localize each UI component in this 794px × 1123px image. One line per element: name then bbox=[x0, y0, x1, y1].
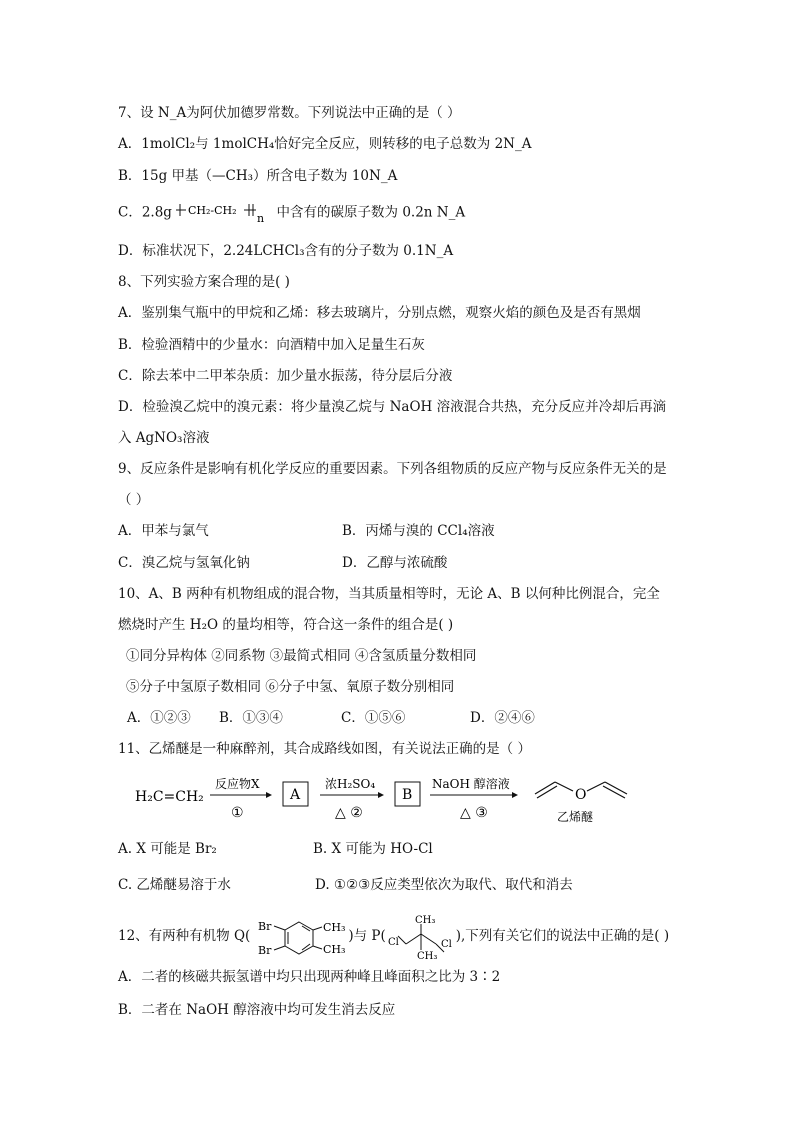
q11-stem: 11、乙烯醚是一种麻醉剂，其合成路线如图，有关说法正确的是（ ） bbox=[118, 741, 531, 757]
ether-oxygen: O bbox=[575, 787, 587, 803]
arrow3-reagent: NaOH 醇溶液 bbox=[432, 777, 510, 791]
q11-option-b: B. X 可能为 HO-Cl bbox=[313, 841, 433, 857]
q9-stem-line1: 9、反应条件是影响有机化学反应的重要因素。下列各组物质的反应产物与反应条件无关的是 bbox=[118, 461, 667, 477]
q9-option-c: C．溴乙烷与氢氧化钠 bbox=[118, 555, 250, 571]
q10-stem-line1: 10、A、B 两种有机物组成的混合物，当其质量相等时，无论 A、B 以何种比例混合，完全 bbox=[118, 586, 660, 602]
q11-option-a: A. X 可能是 Br₂ bbox=[118, 841, 217, 857]
arrow1-reagent: 反应物X bbox=[215, 777, 260, 791]
q12-option-b: B．二者在 NaOH 醇溶液中均可发生消去反应 bbox=[118, 1002, 396, 1018]
q11-option-c: C. 乙烯醚易溶于水 bbox=[118, 877, 231, 893]
q8-option-a: A．鉴别集气瓶中的甲烷和乙烯：移去玻璃片，分别点燃，观察火焰的颜色及是否有黑烟 bbox=[118, 305, 641, 321]
q7-stem: 7、设 N_A为阿伏加德罗常数。下列说法中正确的是（ ） bbox=[118, 105, 461, 121]
q10-option-c: C．①⑤⑥ bbox=[341, 710, 406, 726]
p-methyl-1: CH₃ bbox=[414, 914, 436, 926]
arrow1-step: ① bbox=[231, 805, 244, 821]
q10-stem-line2: 燃烧时产生 H₂O 的量均相等，符合这一条件的组合是( ) bbox=[118, 617, 454, 633]
q11-option-d: D. ①②③反应类型依次为取代、取代和消去 bbox=[315, 877, 573, 893]
q-bromo-1: Br bbox=[258, 919, 272, 933]
q7-option-d: D．标准状况下，2.24LCHCl₃含有的分子数为 0.1N_A bbox=[118, 243, 454, 259]
arrow2-condition: △ ② bbox=[335, 805, 363, 821]
q10-option-b: B．①③④ bbox=[219, 710, 283, 726]
divinyl-ether-name: 乙烯醚 bbox=[557, 810, 594, 824]
q8-stem: 8、下列实验方案合理的是( ) bbox=[118, 274, 290, 290]
q10-option-d: D．②④⑥ bbox=[470, 710, 535, 726]
q-methyl-2: CH₃ bbox=[323, 942, 346, 956]
q7-option-a: A．1molCl₂与 1molCH₄恰好完全反应，则转移的电子总数为 2N_A bbox=[118, 136, 532, 152]
q8-option-b: B．检验酒精中的少量水：向酒精中加入足量生石灰 bbox=[118, 337, 425, 353]
polyethylene-structure bbox=[176, 198, 272, 228]
arrow3-condition: △ ③ bbox=[460, 805, 488, 821]
q9-option-b: B．丙烯与溴的 CCl₄溶液 bbox=[342, 523, 495, 539]
ethylene-formula: H₂C=CH₂ bbox=[135, 789, 204, 805]
q12-stem-suffix: ),下列有关它们的说法中正确的是( ) bbox=[455, 928, 670, 944]
q10-items-line2: ⑤分子中氢原子数相同 ⑥分子中氢、氧原子数分别相同 bbox=[126, 679, 455, 695]
q7-option-b: B．15g 甲基（—CH₃）所含电子数为 10N_A bbox=[118, 168, 398, 184]
q12-stem-mid: )与 P( bbox=[348, 928, 386, 944]
q-bromo-2: Br bbox=[258, 943, 272, 957]
intermediate-b-label: B bbox=[402, 787, 413, 803]
p-methyl-2: CH₃ bbox=[416, 950, 438, 960]
q9-option-d: D．乙醇与浓硫酸 bbox=[342, 555, 448, 571]
polyethylene-formula: CH₂-CH₂ bbox=[188, 204, 237, 217]
arrow2-reagent: 浓H₂SO₄ bbox=[325, 777, 376, 791]
q8-option-d-line1: D．检验溴乙烷中的溴元素：将少量溴乙烷与 NaOH 溶液混合共热，充分反应并冷却后再滴 bbox=[118, 399, 667, 415]
p-chloro-2: Cl bbox=[440, 938, 452, 950]
q10-option-a: A．①②③ bbox=[127, 710, 191, 726]
q7-option-c-prefix: C．2.8g bbox=[118, 204, 172, 221]
q7-option-c-suffix: 中含有的碳原子数为 0.2n N_A bbox=[276, 204, 466, 221]
q9-stem-line2: （ ） bbox=[118, 492, 150, 508]
compound-p-structure bbox=[386, 914, 456, 960]
q9-option-a: A．甲苯与氯气 bbox=[118, 523, 209, 539]
q8-option-d-line2: 入 AgNO₃溶液 bbox=[118, 430, 210, 446]
q8-option-c: C．除去苯中二甲苯杂质：加少量水振荡，待分层后分液 bbox=[118, 368, 453, 384]
q7-option-c bbox=[118, 198, 465, 228]
compound-q-structure bbox=[250, 914, 348, 960]
q12-option-a: A．二者的核磁共振氢谱中均只出现两种峰且峰面积之比为 3∶2 bbox=[118, 969, 501, 985]
q12-stem-prefix: 12、有两种有机物 Q( bbox=[118, 928, 251, 944]
intermediate-a-label: A bbox=[290, 787, 301, 803]
q-methyl-1: CH₃ bbox=[323, 920, 346, 934]
synthesis-route-diagram bbox=[130, 768, 650, 828]
polyethylene-n: n bbox=[257, 212, 265, 225]
p-chloro-1: Cl bbox=[387, 936, 399, 948]
q12-stem bbox=[118, 912, 669, 960]
q10-items-line1: ①同分异构体 ②同系物 ③最简式相同 ④含氢质量分数相同 bbox=[126, 648, 477, 664]
